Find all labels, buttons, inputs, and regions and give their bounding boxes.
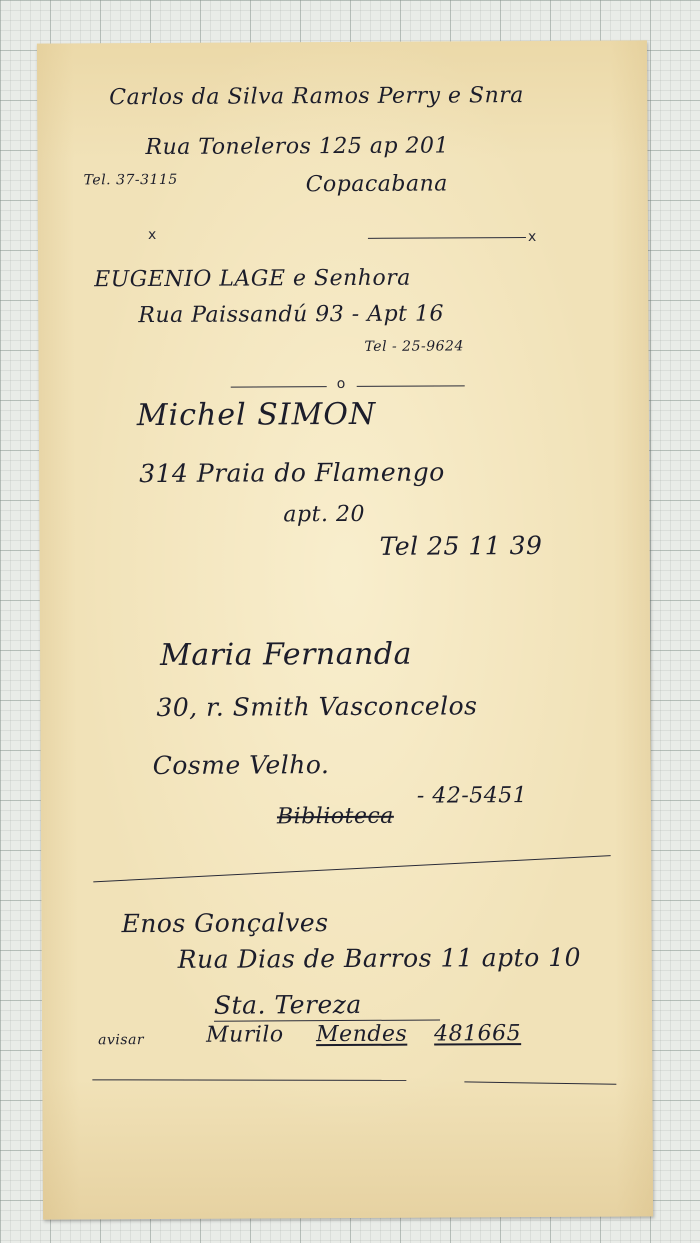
entry-3-name: Michel SIMON [136, 396, 377, 434]
entry-5-district: Sta. Tereza [213, 989, 362, 1020]
entry-4-district: Cosme Velho. [152, 750, 330, 781]
entry-5-street: Rua Dias de Barros 11 apto 10 [177, 942, 582, 974]
entry-4-name: Maria Fernanda [160, 636, 413, 673]
entry-3-street: 314 Praia do Flamengo [139, 457, 445, 489]
entry-4-note: Biblioteca [276, 803, 394, 830]
separator-line-4a [92, 1079, 406, 1081]
entry-5-note-prefix: avisar [98, 1032, 145, 1049]
entry-5-name: Enos Gonçalves [121, 908, 329, 939]
separator-line-4b [464, 1081, 616, 1084]
separator-line-1 [368, 237, 526, 239]
separator-line-2a [231, 386, 327, 388]
entry-3-phone: Tel 25 11 39 [379, 530, 543, 561]
entry-2-name: EUGENIO LAGE e Senhora [94, 265, 411, 293]
entry-2-phone: Tel - 25-9624 [364, 338, 464, 355]
entry-4-phone: - 42-5451 [416, 783, 528, 809]
entry-1-name: Carlos da Silva Ramos Perry e Snra [109, 83, 524, 111]
separator-line-3 [93, 855, 610, 882]
entry-5-note-surname: Mendes [316, 1021, 408, 1048]
entry-2-street: Rua Paissandú 93 - Apt 16 [138, 301, 445, 329]
cross-mark-left: x [147, 226, 157, 244]
entry-3-apt: apt. 20 [283, 501, 365, 528]
entry-1-street: Rua Toneleros 125 ap 201 [145, 133, 450, 161]
entry-5-note-name: Murilo [206, 1022, 284, 1048]
cross-mark-right: x [527, 228, 537, 246]
paper-sheet [37, 40, 653, 1219]
entry-5-phone: 481665 [434, 1021, 522, 1047]
entry-1-district: Copacabana [305, 171, 448, 198]
separator-line-2b [357, 385, 465, 387]
entry-1-phone: Tel. 37-3115 [83, 171, 178, 189]
entry-4-street: 30, r. Smith Vasconcelos [156, 691, 478, 722]
separator-dot: o [336, 375, 346, 393]
